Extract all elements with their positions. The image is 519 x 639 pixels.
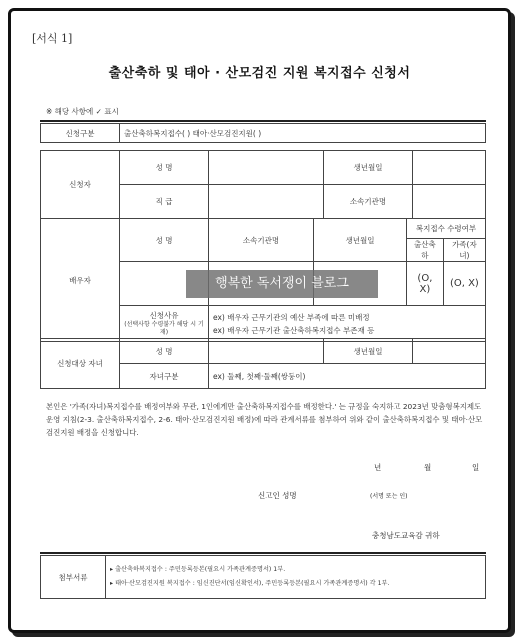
date-day: 일	[472, 463, 480, 472]
reason-label: 신청사유	[149, 311, 179, 320]
target-table	[40, 338, 486, 389]
applicant-label: 신청자	[41, 151, 120, 219]
spouse-birth-label: 생년월일	[314, 219, 407, 262]
child-type-field[interactable]: ex) 둘째, 첫째·둘째(쌍둥이)	[209, 364, 486, 389]
target-label: 신청대상 자녀	[41, 339, 120, 389]
reason-example-1: ex) 배우자 근무기관의 예산 부족에 따른 미배정	[213, 312, 370, 322]
target-birth-label: 생년월일	[324, 339, 413, 364]
child-type-label: 자녀구분	[120, 364, 209, 389]
date-month: 월	[424, 463, 432, 472]
date-year: 년	[374, 463, 382, 472]
attachments-list	[106, 556, 486, 599]
applicant-position-field[interactable]	[209, 185, 324, 219]
reason-label-cell	[120, 306, 209, 342]
form-number: [서식 1]	[32, 32, 73, 45]
applicant-agency-field[interactable]	[413, 185, 486, 219]
attach-rule-top	[40, 552, 486, 554]
reason-sublabel: (선택사항 수령불가 해당 시 기재)	[124, 321, 204, 336]
request-type-label: 신청구분	[41, 124, 120, 143]
applicant-birth-label: 생년월일	[324, 151, 413, 185]
applicant-table	[40, 150, 486, 219]
fetus-ox[interactable]: (O, X)	[443, 262, 485, 306]
request-type-table	[40, 123, 486, 143]
attachment-item-2: ▸ 태아·산모검진지원 복지접수 : 임신진단서(임신확인서), 주민등록등본(필요시 가족관계증명서) 각 1부.	[110, 580, 390, 587]
applicant-position-label: 직 급	[120, 185, 209, 219]
recipient: 충청남도교육감 귀하	[372, 531, 440, 540]
birth-gift-label: 출산축하	[407, 239, 444, 262]
declaration-text: 본인은 '가족(자녀)복지접수를 배정여부와 무관, 1인에게만 출산축하복지접수를 배정한다.' 는 규정을 숙지하고 2023년 맞춤형복지제도 운영 지침(2-3. 출산축하복지접수, 2-6. 태아·산모검진지원 배정)에 따라 관계서류를 첨부하여 위와 같이 출산축하복지접수 및 태아·산모검진지원 배정을 신청합니다.	[46, 402, 483, 437]
applicant-name-label: 성 명	[120, 151, 209, 185]
applicant-agency-label: 소속기관명	[324, 185, 413, 219]
target-birth-field[interactable]	[413, 339, 486, 364]
applicant-birth-field[interactable]	[413, 151, 486, 185]
target-name-field[interactable]	[209, 339, 324, 364]
attachments-table	[40, 555, 486, 599]
target-name-label: 성 명	[120, 339, 209, 364]
spouse-name-label: 성 명	[120, 219, 209, 262]
check-note: ※ 해당 사항에 ✓ 표시	[46, 107, 119, 116]
blog-watermark: 행복한 독서쟁이 블로그	[186, 270, 378, 298]
spouse-label: 배우자	[41, 219, 120, 342]
form-title: 출산축하 및 태아 · 산모검진 지원 복지접수 신청서	[108, 66, 411, 81]
attachment-item-1: ▸ 출산축하복지접수 : 주민등록등본(필요시 가족관계증명서) 1부.	[110, 566, 286, 573]
attachments-label: 첨부서류	[41, 556, 106, 599]
applicant-name-field[interactable]	[209, 151, 324, 185]
top-rule	[40, 120, 486, 122]
spouse-agency-label: 소속기관명	[209, 219, 314, 262]
signer-label: 신고인 성명	[258, 491, 297, 500]
reason-field[interactable]	[209, 306, 486, 342]
reason-example-2: ex) 배우자 근무기관 출산축하복지접수 부존재 등	[213, 325, 375, 335]
sign-placeholder[interactable]: (서명 또는 인)	[370, 493, 408, 500]
receipt-header: 복지접수 수령여부	[407, 219, 486, 239]
request-type-value[interactable]: 출산축하복지접수( ) 태아·산모검진지원( )	[120, 124, 486, 143]
fetus-label: 가족(자녀)	[443, 239, 485, 262]
birth-gift-ox[interactable]: (O, X)	[407, 262, 444, 306]
